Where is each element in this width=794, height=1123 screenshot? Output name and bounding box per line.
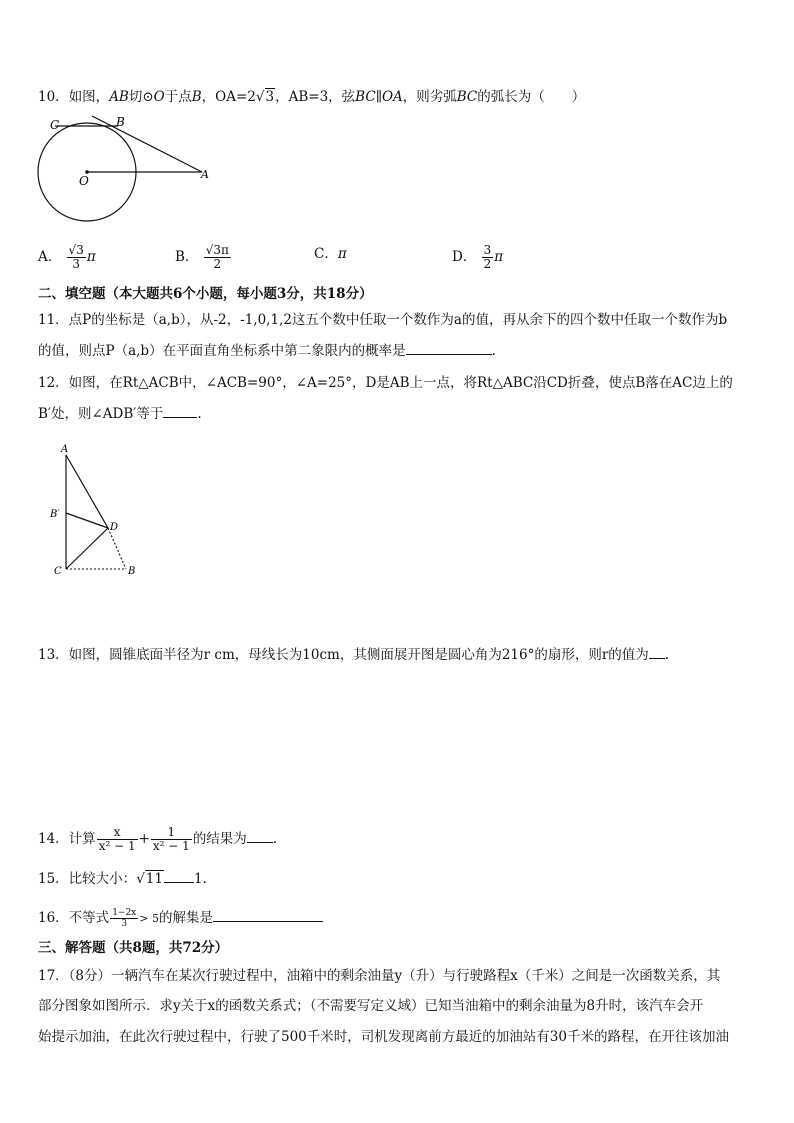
denominator: x² − 1 — [152, 839, 190, 853]
side-ad — [66, 455, 108, 528]
fraction — [151, 826, 192, 853]
sqrt-expression: √11 — [136, 871, 163, 887]
question-14 — [38, 822, 277, 856]
q10-text: OA — [381, 89, 403, 105]
label-c: C — [54, 566, 62, 577]
q10-text: B — [191, 89, 202, 105]
pi-symbol: π — [86, 249, 96, 265]
label-a: A — [201, 168, 209, 181]
question-number: 10． — [38, 89, 69, 105]
fraction — [67, 244, 86, 271]
q12-triangle-figure — [44, 440, 154, 580]
section-3-heading: 三、解答题（共8题，共72分） — [38, 940, 229, 956]
option-label: D． — [452, 249, 477, 265]
answer-blank[interactable] — [406, 340, 492, 355]
denominator: 2 — [483, 257, 492, 271]
sqrt-expression: √3 — [255, 89, 275, 105]
q11-text: 的值，则点P（a,b）在平面直角坐标系中第二象限内的概率是 — [38, 343, 406, 359]
fraction — [204, 244, 231, 271]
q10-text: ，AB=3，弦 — [275, 89, 356, 105]
q15-text: 15．比较大小： — [38, 871, 137, 887]
q16-text: 的解集是 — [158, 910, 213, 926]
pi-symbol: π — [337, 246, 347, 262]
segment-cd — [66, 528, 108, 569]
q12-text: B′处，则∠ADB′等于 — [38, 406, 164, 422]
q14-tail: . — [272, 831, 278, 847]
fraction — [110, 908, 138, 929]
q10-text: BC — [355, 89, 376, 105]
q10-option-a — [38, 244, 96, 271]
answer-blank[interactable] — [163, 403, 197, 418]
q10-text: 于点 — [164, 89, 192, 105]
q10-option-d — [452, 244, 503, 271]
numerator: 3 — [483, 243, 492, 257]
label-b: B — [116, 115, 125, 129]
answer-blank[interactable] — [213, 907, 323, 922]
dashed-db — [108, 528, 126, 569]
q10-text: O — [153, 89, 165, 105]
answer-blank[interactable] — [649, 644, 665, 659]
q10-text: AB — [109, 89, 129, 105]
question-13 — [38, 644, 669, 665]
denominator: x² − 1 — [98, 839, 136, 853]
question-17-line1: 17．（8分）一辆汽车在某次行驶过程中，油箱中的剩余油量y（升）与行驶路程x（千米）之间是一次函数关系，其 — [38, 968, 721, 984]
question-17-line3: 始提示加油，在此次行驶过程中，行驶了500千米时，司机发现离前方最近的加油站有30千米的路程，在开往该加油 — [38, 1029, 729, 1045]
question-11-line1: 11．点P的坐标是（a,b），从-2，-1,0,1,2这五个数中任取一个数作为a的值，再从余下的四个数中任取一个数作为b — [38, 312, 728, 328]
question-12-line2 — [38, 403, 202, 424]
question-10-stem — [38, 87, 585, 107]
label-a: A — [61, 444, 69, 455]
option-label: A． — [38, 249, 62, 265]
question-17-line2: 部分图象如图所示．求y关于x的函数关系式；（不需要写定义域）已知当油箱中的剩余油量为8升时，该汽车会开 — [38, 998, 704, 1014]
q10-option-c — [314, 244, 347, 264]
segment-bpd — [66, 513, 108, 528]
q14-text: 的结果为 — [192, 831, 247, 847]
q15-tail: 1. — [193, 871, 207, 887]
q13-text: 13．如图，圆锥底面半径为r cm，母线长为10cm，其侧面展开图是圆心角为216°的扇形，则r的值为 — [38, 647, 649, 663]
answer-blank[interactable] — [247, 828, 273, 843]
denominator: 2 — [204, 257, 231, 271]
question-15 — [38, 868, 207, 889]
q16-text: 16．不等式 — [38, 910, 110, 926]
option-label: B． — [175, 249, 199, 265]
label-d: D — [110, 522, 119, 533]
numerator: x — [113, 825, 121, 839]
question-16 — [38, 904, 323, 932]
answer-blank[interactable] — [164, 868, 194, 883]
q12-tail: . — [197, 406, 202, 422]
numerator: 1−2x — [112, 908, 137, 918]
q13-tail: . — [664, 647, 670, 663]
section-2-heading: 二、填空题（本大题共6个小题，每小题3分，共18分） — [38, 286, 373, 302]
fraction — [97, 826, 138, 853]
pi-symbol: π — [494, 249, 504, 265]
label-o: O — [79, 174, 89, 188]
q10-text: BC — [456, 89, 478, 105]
numerator: √3π — [205, 243, 229, 257]
q10-text: 切⊙ — [128, 89, 154, 105]
sqrt-radicand: 11 — [145, 871, 163, 887]
denominator: 3 — [67, 257, 86, 271]
q10-text: ∥ — [375, 89, 382, 105]
numerator: √3 — [68, 243, 84, 257]
label-b-prime: B′ — [50, 509, 60, 520]
q14-text: 14．计算 — [38, 831, 96, 847]
q10-option-b — [175, 244, 232, 271]
plus-sign: + — [138, 831, 150, 847]
q10-text: ，则劣弧 — [402, 89, 457, 105]
sqrt-radicand: 3 — [265, 89, 275, 105]
label-b: B — [128, 566, 136, 577]
q11-tail: . — [491, 343, 496, 359]
tangent-ab — [92, 116, 202, 172]
question-11-line2 — [38, 340, 496, 361]
question-12-line1: 12．如图，在Rt△ACB中，∠ACB=90°，∠A=25°，D是AB上一点，将Rt△ABC沿CD折叠，使点B落在AC边上的 — [38, 375, 733, 391]
option-label: C． — [314, 246, 338, 262]
label-c: C — [50, 118, 60, 132]
fraction — [482, 244, 494, 271]
q10-text: ，OA=2 — [201, 89, 256, 105]
inequality-sign: > 5 — [139, 912, 159, 925]
q10-circle-figure — [30, 112, 220, 224]
numerator: 1 — [167, 825, 176, 839]
denominator: 3 — [110, 918, 138, 929]
q10-text: 如图， — [68, 89, 110, 105]
q10-text: 的弧长为（ ） — [477, 89, 586, 105]
